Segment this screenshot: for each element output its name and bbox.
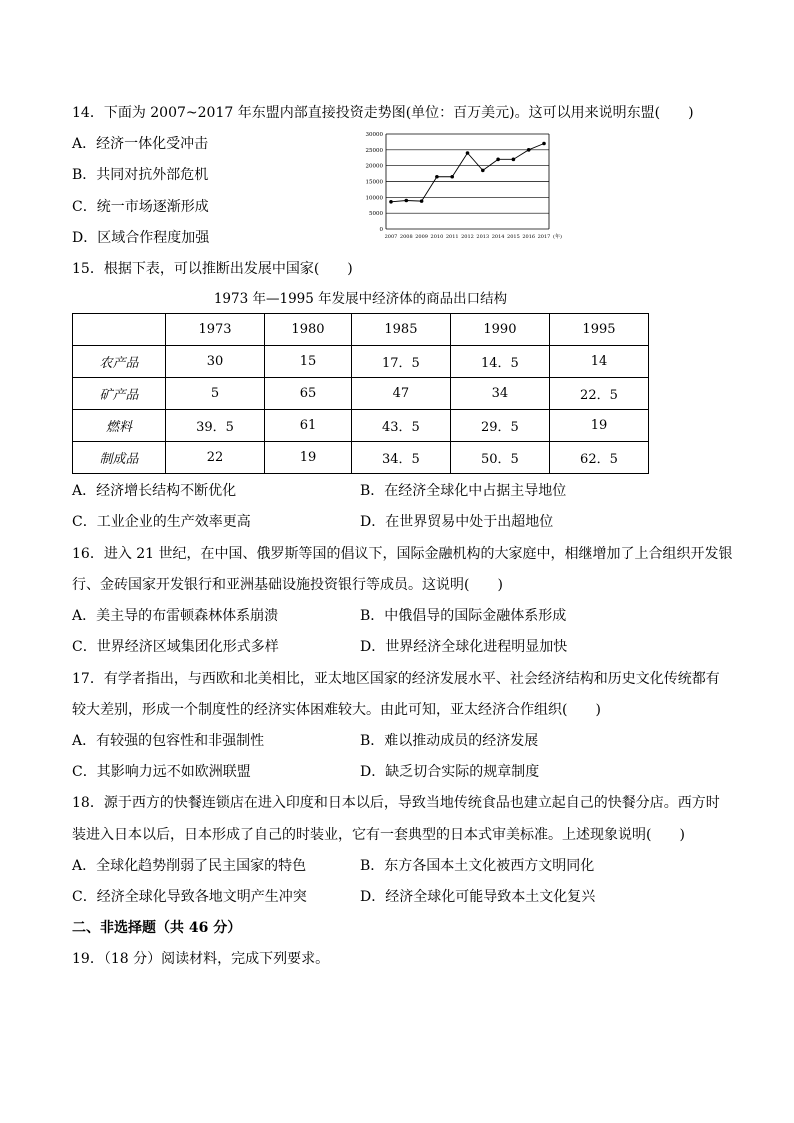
table-cell: 22 [166,442,265,474]
data-point [512,158,516,162]
table-row [73,378,649,410]
q14-option-a: A．经济一体化受冲击 [72,136,209,152]
y-tick-label: 25000 [365,147,383,154]
x-axis-unit: (年) [553,234,562,240]
x-tick-label: 2014 [491,234,505,240]
table-cell: 29．5 [450,410,549,442]
table-cell: 30 [166,346,265,378]
table-cell: 47 [351,378,450,410]
data-point [420,199,424,203]
table-row-header: 制成品 [73,442,166,474]
table-cell: 19 [549,410,648,442]
q18-option-b: B．东方各国本土文化被西方文明同化 [360,858,595,874]
data-point [466,151,470,155]
q15-option-d: D．在世界贸易中处于出超地位 [360,514,554,530]
y-tick-label: 15000 [365,179,383,186]
table-cell: 65 [265,378,352,410]
table-cell: 14 [549,346,648,378]
q17-option-b: B．难以推动成员的经济发展 [360,733,539,749]
data-point [481,169,485,173]
y-tick-label: 5000 [369,211,383,218]
table-cell: 62．5 [549,442,648,474]
y-tick-label: 0 [379,227,383,233]
q18-option-a: A．全球化趋势削弱了民主国家的特色 [72,858,307,874]
x-tick-label: 2010 [430,234,444,240]
q17-stem-line2: 较大差别，形成一个制度性的经济实体困难较大。由此可知，亚太经济合作组织( ) [72,702,601,718]
table-cell: 61 [265,410,352,442]
table-cell: 34 [450,378,549,410]
table-cell: 43．5 [351,410,450,442]
table-cell: 5 [166,378,265,410]
data-point [450,175,454,179]
table-row [73,410,649,442]
y-tick-label: 10000 [365,195,383,202]
data-point [435,175,439,179]
q18-stem-line1: 18．源于西方的快餐连锁店在进入印度和日本以后，导致当地传统食品也建立起自己的快餐分店。西方时 [72,795,720,811]
x-tick-label: 2011 [445,234,459,240]
q18-option-d: D．经济全球化可能导致本土文化复兴 [360,889,596,905]
q19-stem: 19．（18 分）阅读材料，完成下列要求。 [72,951,330,967]
x-tick-label: 2012 [461,234,474,240]
export-structure-table [72,313,649,474]
data-point [389,200,393,204]
data-point [542,142,546,146]
table-cell: 19 [265,442,352,474]
table-header-cell: 1985 [351,314,450,346]
q15-stem: 15．根据下表，可以推断出发展中国家( ) [72,261,353,277]
table-cell: 14．5 [450,346,549,378]
x-tick-label: 2008 [399,234,413,240]
q16-option-b: B．中俄倡导的国际金融体系形成 [360,608,567,624]
x-tick-label: 2017 [537,234,551,240]
q17-option-d: D．缺乏切合实际的规章制度 [360,764,540,780]
y-tick-label: 20000 [365,163,383,170]
q14-option-b: B．共同对抗外部危机 [72,167,209,183]
table-header-row [73,314,649,346]
q16-option-a: A．美主导的布雷顿森林体系崩溃 [72,608,279,624]
table-cell: 15 [265,346,352,378]
q16-stem-line1: 16．进入 21 世纪，在中国、俄罗斯等国的倡议下，国际金融机构的大家庭中，相继增加了上合组织开发银 [72,546,733,562]
data-point [527,148,531,152]
y-tick-label: 30000 [365,132,383,138]
table-row [73,346,649,378]
q14-option-c: C．统一市场逐渐形成 [72,199,209,215]
q16-stem-line2: 行、金砖国家开发银行和亚洲基础设施投资银行等成员。这说明( ) [72,577,503,593]
q15-option-b: B．在经济全球化中占据主导地位 [360,483,567,499]
q17-option-c: C．其影响力远不如欧洲联盟 [72,764,251,780]
section-heading: 二、非选择题（共 46 分） [72,920,242,936]
table-corner [73,314,166,346]
x-tick-label: 2007 [384,234,398,240]
table-header-cell: 1995 [549,314,648,346]
table-cell: 34．5 [351,442,450,474]
q17-option-a: A．有较强的包容性和非强制性 [72,733,265,749]
q18-option-c: C．经济全球化导致各地文明产生冲突 [72,889,307,905]
table-cell: 22．5 [549,378,648,410]
q14-stem: 14．下面为 2007~2017 年东盟内部直接投资走势图(单位：百万美元)。这可以用来说明东盟( ) [72,105,694,121]
table-row [73,442,649,474]
x-tick-label: 2015 [507,234,520,240]
x-tick-label: 2016 [522,234,536,240]
investment-line-chart [352,126,582,242]
table-row-header: 燃料 [73,410,166,442]
table-header-cell: 1973 [166,314,265,346]
table-title: 1973 年—1995 年发展中经济体的商品出口结构 [213,291,508,307]
q15-option-a: A．经济增长结构不断优化 [72,483,237,499]
table-row-header: 农产品 [73,346,166,378]
q16-option-c: C．世界经济区域集团化形式多样 [72,639,279,655]
q17-stem-line1: 17．有学者指出，与西欧和北美相比，亚太地区国家的经济发展水平、社会经济结构和历史文化传统都有 [72,671,720,687]
table-cell: 50．5 [450,442,549,474]
data-point [405,199,409,203]
q14-option-d: D．区域合作程度加强 [72,230,210,246]
table-cell: 39．5 [166,410,265,442]
table-header-cell: 1990 [450,314,549,346]
q18-stem-line2: 装进入日本以后，日本形成了自己的时装业，它有一套典型的日本式审美标准。上述现象说明( ) [72,827,685,843]
x-tick-label: 2009 [415,234,428,240]
x-tick-label: 2013 [476,234,490,240]
data-point [496,158,500,162]
table-row-header: 矿产品 [73,378,166,410]
q15-option-c: C．工业企业的生产效率更高 [72,514,251,530]
q16-option-d: D．世界经济全球化进程明显加快 [360,639,568,655]
table-cell: 17．5 [351,346,450,378]
table-header-cell: 1980 [265,314,352,346]
